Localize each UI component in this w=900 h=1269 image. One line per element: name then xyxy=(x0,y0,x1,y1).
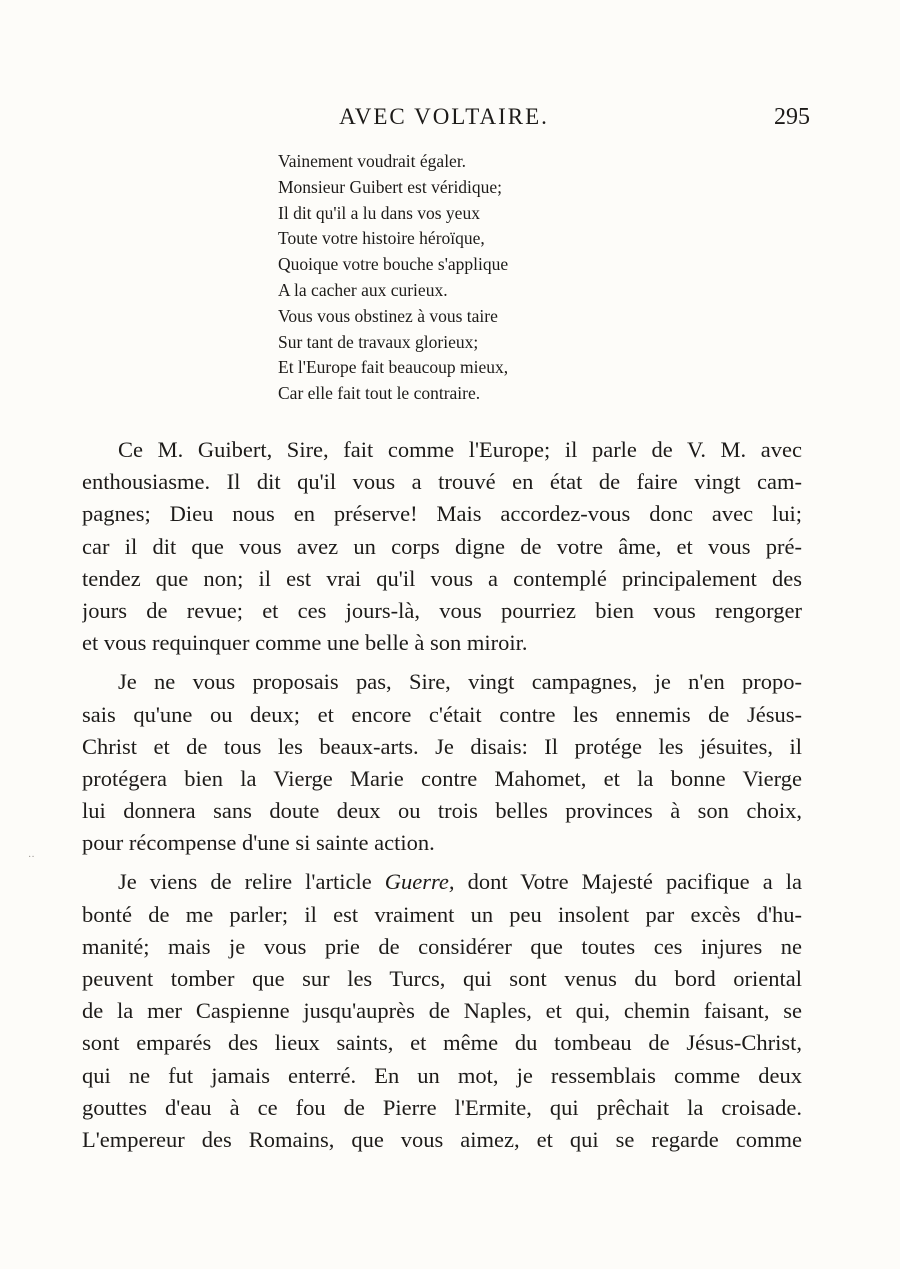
prose-line: manité; mais je vous prie de considérer que toutes ces injures ne xyxy=(82,933,802,959)
prose-line: et vous requinquer comme une belle à son miroir. xyxy=(82,630,528,656)
prose-text: dont Votre Majesté pacifique a la xyxy=(467,869,802,895)
verse-line: Vainement voudrait égaler. xyxy=(278,151,467,171)
prose-line: qui ne fut jamais enterré. En un mot, je ressemblais comme deux xyxy=(82,1062,802,1088)
running-title: AVEC VOLTAIRE. xyxy=(339,104,549,129)
article-title-guerre: Guerre, xyxy=(384,869,455,895)
paragraph-gap xyxy=(82,659,802,666)
verse-line: Sur tant de travaux glorieux; xyxy=(278,331,479,352)
prose-line: jours de revue; et ces jours-là, vous pourriez bien vous rengorger xyxy=(82,597,802,623)
verse-line: A la cacher aux curieux. xyxy=(278,279,448,300)
prose-line: car il dit que vous avez un corps digne de votre âme, et vous pré- xyxy=(82,533,802,559)
prose-line: pagnes; Dieu nous en préserve! Mais accordez-vous donc avec lui; xyxy=(82,501,802,527)
verse-line: Vous vous obstinez à vous taire xyxy=(278,305,498,326)
prose-line: sais qu'une ou deux; et encore c'était contre les ennemis de Jésus- xyxy=(82,701,802,727)
page-number: 295 xyxy=(774,104,810,130)
prose-line: Je ne vous proposais pas, Sire, vingt campagnes, je n'en propo- xyxy=(118,669,802,695)
verse-line: Toute votre histoire héroïque, xyxy=(278,228,485,249)
prose-line: tendez que non; il est vrai qu'il vous a contemplé principalement des xyxy=(82,565,802,591)
paper-speck: ·· xyxy=(28,852,35,863)
prose-line: lui donnera sans doute deux ou trois belles provinces à son choix, xyxy=(82,798,802,824)
prose-body xyxy=(82,434,802,1156)
verse-line: Il dit qu'il a lu dans vos yeux xyxy=(278,202,480,223)
paragraph-2 xyxy=(82,666,802,866)
prose-line: peuvent tomber que sur les Turcs, qui sont venus du bord oriental xyxy=(82,966,802,991)
verse-line: Quoique votre bouche s'applique xyxy=(278,254,509,275)
prose-line: sont emparés des lieux saints, et même du tombeau de Jésus-Christ, xyxy=(82,1030,802,1056)
prose-line: L'empereur des Romains, que vous aimez, et qui se regarde comme xyxy=(82,1126,802,1152)
prose-line: enthousiasme. Il dit qu'il vous a trouvé en état de faire vingt cam- xyxy=(82,469,802,495)
prose-line: gouttes d'eau à ce fou de Pierre l'Ermite, qui prêchait la croisade. xyxy=(82,1094,802,1120)
prose-line: pour récompense d'une si sainte action. xyxy=(82,830,435,856)
prose-text: Je viens de relire l'article xyxy=(118,869,372,895)
verse-block xyxy=(278,149,508,407)
prose-line: Ce M. Guibert, Sire, fait comme l'Europe; il parle de V. M. avec xyxy=(118,437,802,462)
prose-line: protégera bien la Vierge Marie contre Mahomet, et la bonne Vierge xyxy=(82,765,802,791)
verse-line: Et l'Europe fait beaucoup mieux, xyxy=(278,357,509,378)
verse-line: Monsieur Guibert est véridique; xyxy=(278,176,503,197)
prose-line: Christ et de tous les beaux-arts. Je disais: Il protége les jésuites, il xyxy=(82,733,802,759)
paragraph-3 xyxy=(82,866,802,1156)
paragraph-1 xyxy=(82,434,802,666)
prose-line xyxy=(82,866,802,898)
paragraph-gap xyxy=(82,859,802,866)
verse-line: Car elle fait tout le contraire. xyxy=(278,383,481,404)
prose-line: bonté de me parler; il est vraiment un peu insolent par excès d'hu- xyxy=(82,901,802,927)
prose-line: de la mer Caspienne jusqu'auprès de Naples, et qui, chemin faisant, se xyxy=(82,998,802,1024)
